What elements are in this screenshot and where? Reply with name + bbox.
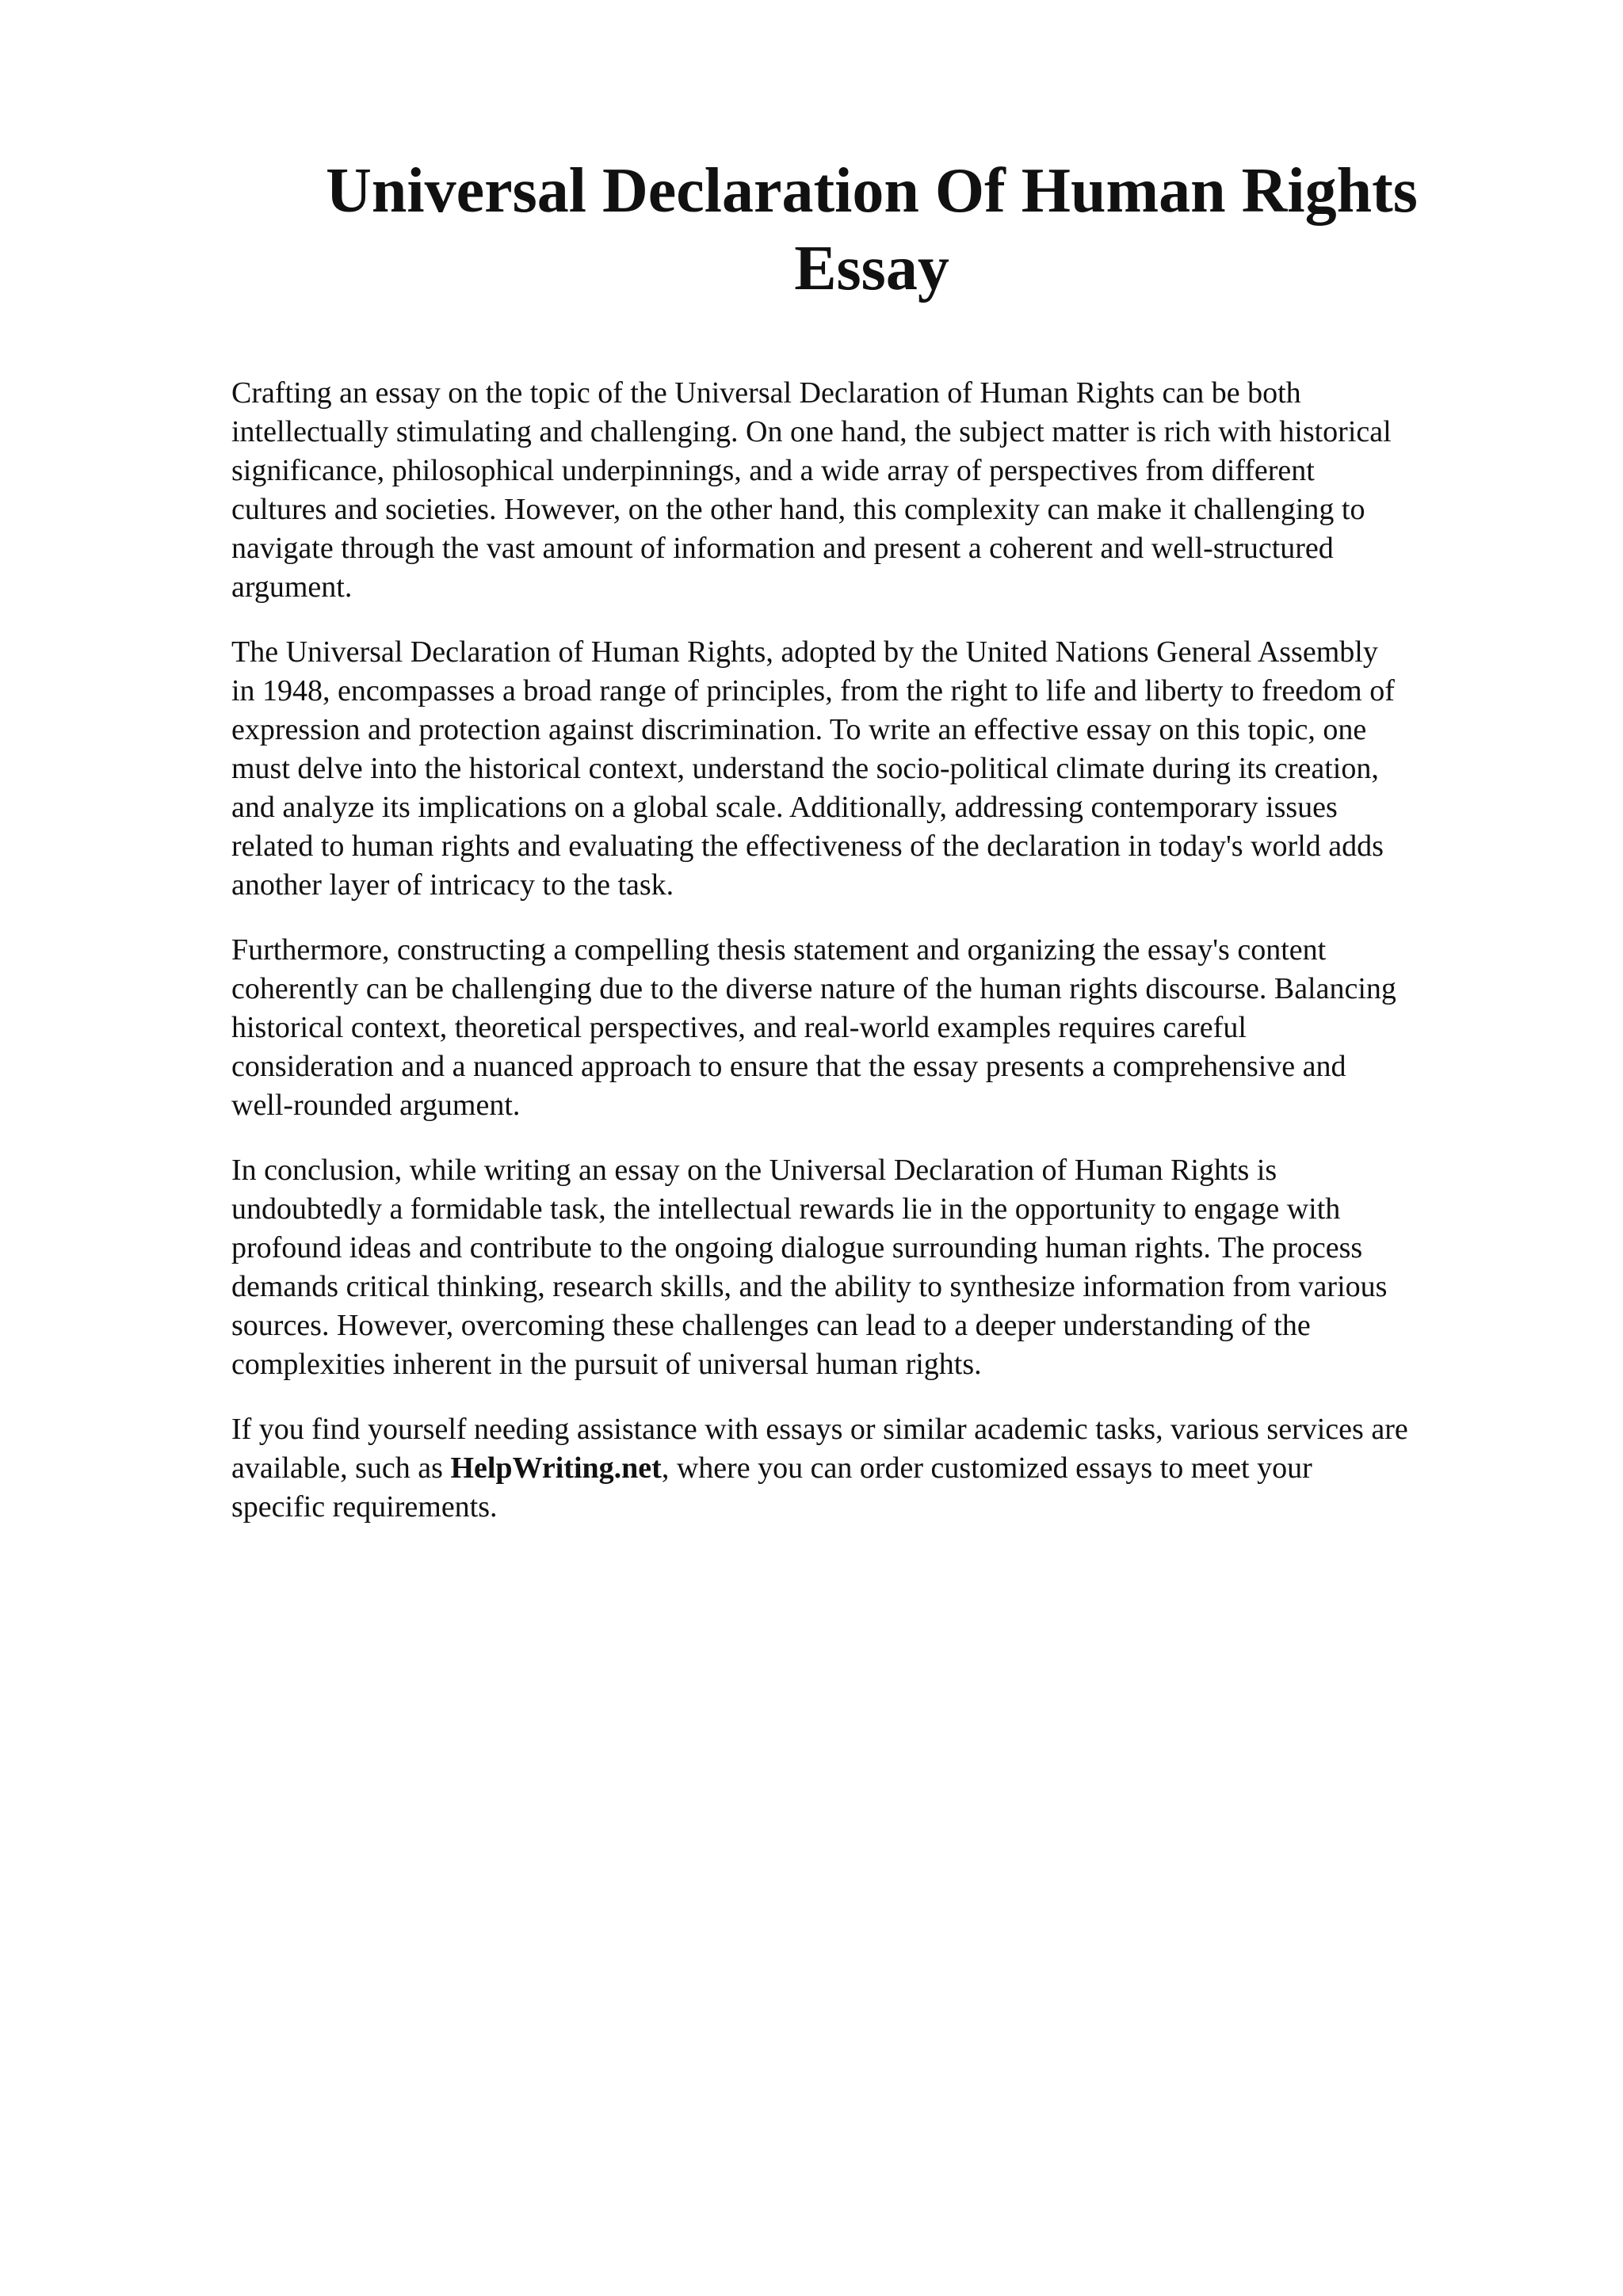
text-line: Furthermore, constructing a compelling thesis statement and organizing the essay's content [231,933,1327,967]
text-line: In conclusion, while writing an essay on the Universal Declaration of Human Rights is [231,1154,1277,1187]
paragraph-3 [231,931,1531,1125]
text-line: in 1948, encompasses a broad range of principles, from the right to life and liberty to freedom of [231,674,1395,707]
text-line: another layer of intricacy to the task. [231,868,674,902]
text-segment: , where you can order customized essays to meet your [661,1451,1312,1485]
paragraph-4 [231,1151,1531,1384]
text-line: The Universal Declaration of Human Rights, adopted by the United Nations General Assembly [231,635,1378,669]
text-line: historical context, theoretical perspectives, and real-world examples requires careful [231,1011,1247,1044]
text-line: related to human rights and evaluating the effectiveness of the declaration in today's world adds [231,830,1384,863]
text-line: well-rounded argument. [231,1089,521,1122]
helpwriting-link[interactable]: HelpWriting.net [450,1451,662,1485]
text-line: specific requirements. [231,1490,498,1524]
text-line: undoubtedly a formidable task, the intellectual rewards lie in the opportunity to engage with [231,1192,1341,1226]
title-line-2: Essay [794,234,949,303]
text-line: If you find yourself needing assistance with essays or similar academic tasks, various services are [231,1413,1408,1446]
text-line: sources. However, overcoming these challenges can lead to a deeper understanding of the [231,1309,1311,1342]
paragraph-2 [231,633,1531,905]
paragraph-5 [231,1410,1531,1527]
title-line-1: Universal Declaration Of Human Rights [326,156,1418,226]
text-line [231,1449,1531,1488]
text-line: consideration and a nuanced approach to ensure that the essay presents a comprehensive and [231,1050,1346,1083]
text-line: Crafting an essay on the topic of the Universal Declaration of Human Rights can be both [231,376,1301,410]
text-line: and analyze its implications on a global scale. Additionally, addressing contemporary issues [231,791,1338,824]
text-line: cultures and societies. However, on the other hand, this complexity can make it challenging to [231,493,1365,526]
text-line: coherently can be challenging due to the diverse nature of the human rights discourse. Balancing [231,972,1396,1005]
text-line: profound ideas and contribute to the ongoing dialogue surrounding human rights. The process [231,1231,1363,1264]
text-line: navigate through the vast amount of information and present a coherent and well-structured [231,532,1334,565]
text-segment: available, such as [231,1451,451,1485]
text-line: significance, philosophical underpinnings, and a wide array of perspectives from different [231,454,1315,487]
text-line: intellectually stimulating and challenging. On one hand, the subject matter is rich with historical [231,415,1392,448]
paragraph-1 [231,374,1531,607]
text-line: demands critical thinking, research skills, and the ability to synthesize information from various [231,1270,1388,1303]
text-line: must delve into the historical context, understand the socio-political climate during its creation, [231,752,1379,785]
document-title [238,152,1506,307]
text-line: complexities inherent in the pursuit of universal human rights. [231,1348,982,1381]
text-line: expression and protection against discrimination. To write an effective essay on this topic, one [231,713,1367,746]
text-line: argument. [231,570,353,604]
document-body [231,374,1531,1553]
